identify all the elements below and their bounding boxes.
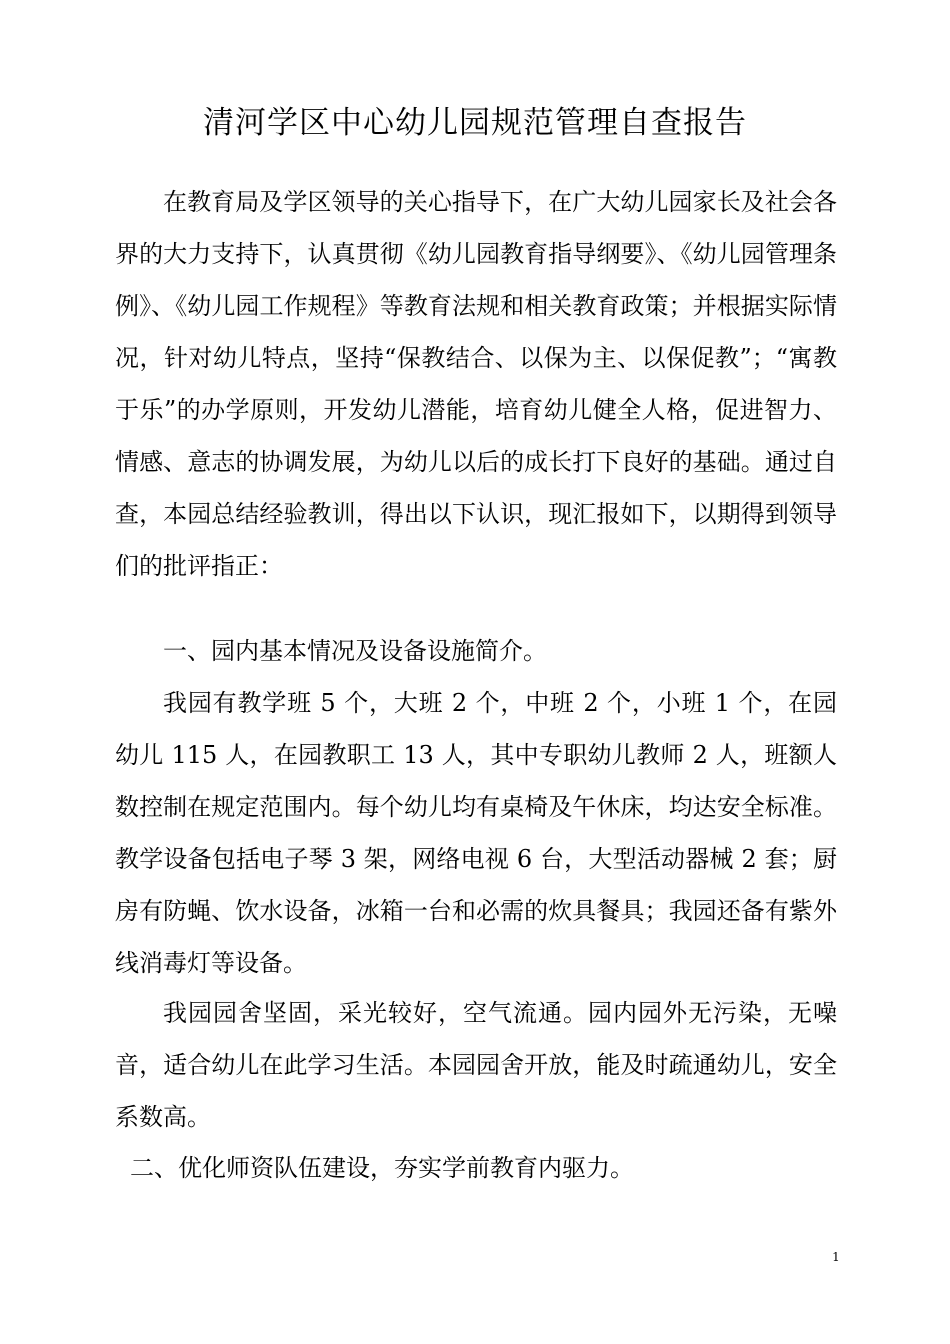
page-number: 1: [832, 1250, 840, 1264]
facilities-paragraph: 我园有教学班 5 个，大班 2 个，中班 2 个，小班 1 个，在园幼儿 115 人，在园教职工 13 人，其中专职幼儿教师 2 人，班额人数控制在规定范围内。每个幼儿均有桌椅及午休床，均达安全标准。教学设备包括电子琴 3 架，网络电视 6 台，大型活动器械 2 套；厨房有防蝇、饮水设备，冰箱一台和必需的炊具餐具；我园还备有紫外线消毒灯等设备。: [115, 689, 837, 977]
building-paragraph: 我园园舍坚固，采光较好，空气流通。园内园外无污染，无噪音，适合幼儿在此学习生活。本园园舍开放，能及时疏通幼儿，安全系数高。: [115, 999, 837, 1131]
intro-paragraph: 在教育局及学区领导的关心指导下，在广大幼儿园家长及社会各界的大力支持下，认真贯彻《幼儿园教育指导纲要》、《幼儿园管理条例》、《幼儿园工作规程》等教育法规和相关教育政策；并根据实际情况，针对幼儿特点，坚持“保教结合、以保为主、以保促教”；“寓教于乐”的办学原则，开发幼儿潜能，培育幼儿健全人格，促进智力、情感、意志的协调发展，为幼儿以后的成长打下良好的基础。通过自查，本园总结经验教训，得出以下认识，现汇报如下，以期得到领导们的批评指正：: [115, 188, 837, 580]
section-heading-2: 二、优化师资队伍建设，夯实学前教育内驱力。: [130, 1154, 634, 1182]
document-title: 清河学区中心幼儿园规范管理自查报告: [203, 105, 747, 141]
section-heading-1: 一、园内基本情况及设备设施简介。: [163, 637, 547, 665]
